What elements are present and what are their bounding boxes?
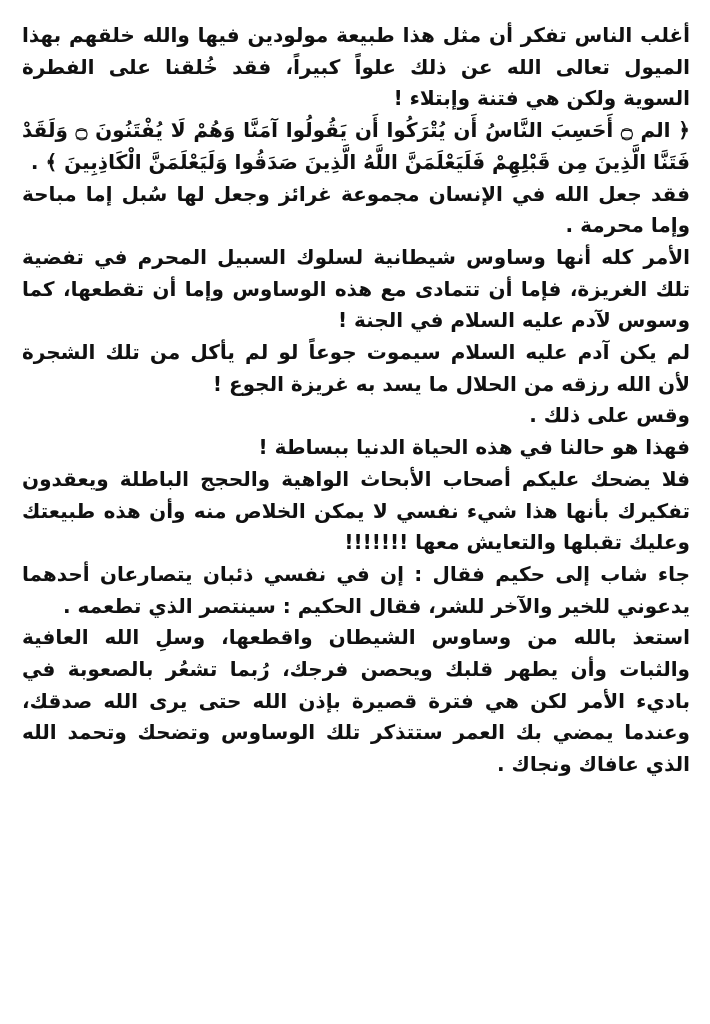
paragraph: لم يكن آدم عليه السلام سيموت جوعاً لو لم يأكل من تلك الشجرة لأن الله رزقه من الحلال ما يسد به غريزة الجوع ! (22, 340, 690, 396)
quran-verse: ﴿ الم ۝ أَحَسِبَ النَّاسُ أَن يُتْرَكُوا أَن يَقُولُوا آمَنَّا وَهُمْ لَا يُفْتَنُونَ ۝ وَلَقَدْ فَتَنَّا الَّذِينَ مِن قَبْلِهِمْ فَلَيَعْلَمَنَّ اللَّهُ الَّذِينَ صَدَقُوا وَلَيَعْلَمَنَّ الْكَاذِبِينَ ﴾ . (22, 118, 690, 174)
paragraph: جاء شاب إلى حكيم فقال : إن في نفسي ذئبان يتصارعان أحدهما يدعوني للخير والآخر للشر، فقال الحكيم : سينتصر الذي تطعمه . (22, 561, 690, 618)
paragraph: فلا يضحك عليكم أصحاب الأبحاث الواهية والحجج الباطلة ويعقدون تفكيرك بأنها هذا شيء نفسي لا يمكن الخلاص منه وأن هذه طبيعتك وعليك تقبلها والتعايش معها !!!!!!! (22, 466, 690, 555)
paragraph: أغلب الناس تفكر أن مثل هذا طبيعة مولودين فيها والله خلقهم بهذا الميول تعالى الله عن ذلك علواً كبيراً، فقد خُلقنا على الفطرة السوية ولكن هي فتنة وإبتلاء ! (22, 23, 690, 111)
paragraph: استعذ بالله من وساوس الشيطان واقطعها، وسلِ الله العافية والثبات وأن يطهر قلبك ويحصن فرجك، رُبما تشعُر بالصعوبة في باديء الأمر لكن هي فترة قصيرة بإذن الله حتى يرى الله صدقك، وعندما يمضي بك العمر ستتذكر تلك الوساوس وتضحك وتحمد الله الذي عافاك ونجاك . (22, 625, 690, 777)
paragraph: وقس على ذلك . (529, 403, 690, 428)
paragraph: فقد جعل الله في الإنسان مجموعة غرائز وجعل لها سُبل إما مباحة وإما محرمة . (22, 181, 690, 238)
paragraph: فهذا هو حالنا في هذه الحياة الدنيا ببساطة ! (258, 435, 690, 460)
article-text (22, 20, 690, 781)
paragraph: الأمر كله أنها وساوس شيطانية لسلوك السبيل المحرم في تفضية تلك الغريزة، فإما أن تتمادى مع هذه الوساوس وإما أن تقطعها، كما وسوس لآدم عليه السلام في الجنة ! (22, 244, 690, 333)
